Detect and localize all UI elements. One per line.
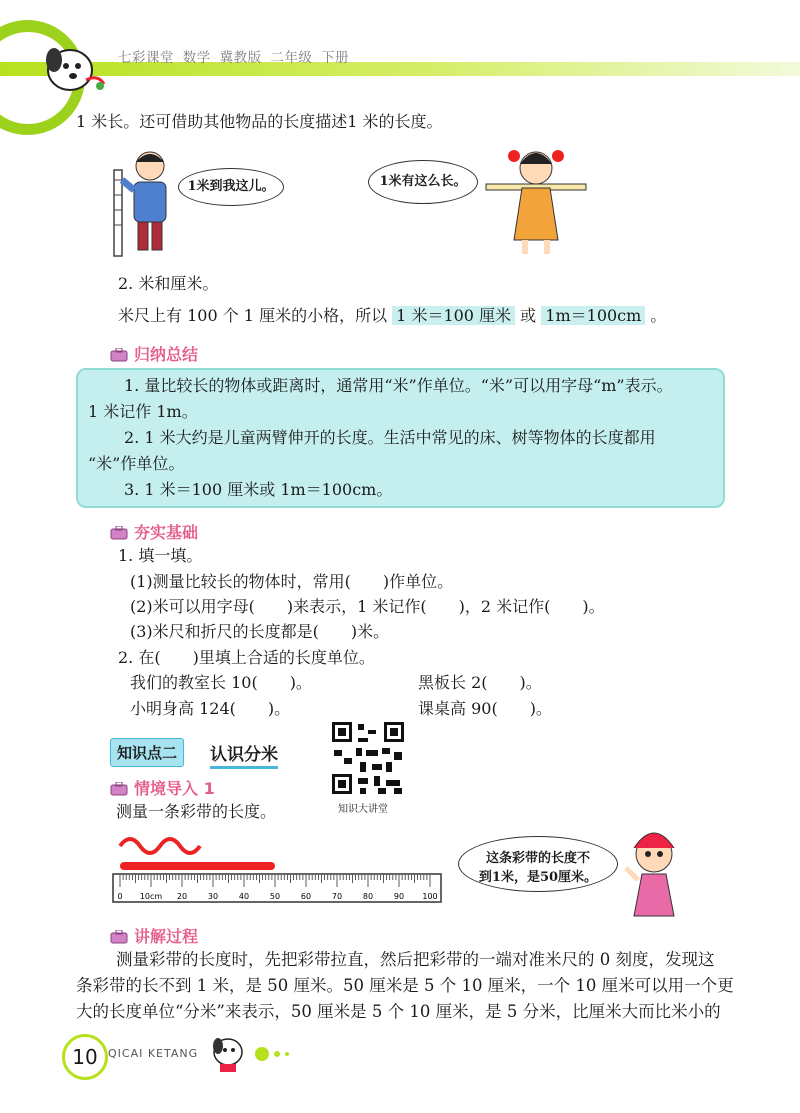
ruler-tick-label: 60 — [300, 892, 312, 901]
question-2: 2. 在( )里填上合适的长度单位。 — [118, 648, 375, 667]
footer-dot-1 — [255, 1047, 269, 1061]
ruler-tick-label: 10cm — [139, 892, 163, 901]
girl-speech-text: 1米有这么长。 — [379, 174, 467, 189]
question-2-item-4: 课桌高 90( )。 — [418, 699, 552, 718]
section2-or: 或 — [520, 306, 537, 325]
equation-highlight-2: 1m＝100cm — [541, 306, 645, 325]
explain-heading-text: 讲解过程 — [134, 927, 199, 946]
basics-heading — [110, 520, 198, 543]
explain-line-3: 大的长度单位“分米”来表示，50 厘米是 5 个 10 厘米，是 5 分米，比厘米大而比米小的 — [76, 1002, 721, 1021]
girl-speech-bubble — [368, 160, 478, 204]
section2-title: 2. 米和厘米。 — [118, 274, 219, 293]
intro-line: 1 米长。还可借助其他物品的长度描述1 米的长度。 — [76, 112, 443, 131]
bag-icon — [110, 348, 128, 362]
question-1-item-1: (1)测量比较长的物体时，常用( )作单位。 — [130, 572, 454, 591]
ruler-tick-label: 90 — [393, 892, 405, 901]
meter-ruler — [112, 832, 442, 906]
summary-line-3: 2. 1 米大约是儿童两臂伸开的长度。生活中常见的床、树等物体的长度都用 — [124, 428, 656, 447]
dog-mascot-footer-icon — [198, 1030, 258, 1074]
girl-speech-2-line-1: 这条彩带的长度不 — [485, 851, 590, 866]
qr-code-icon[interactable] — [330, 720, 406, 796]
summary-line-4: “米”作单位。 — [88, 454, 185, 473]
footer-dot-2 — [274, 1051, 280, 1057]
question-1: 1. 填一填。 — [118, 546, 203, 565]
dog-mascot-icon — [30, 34, 110, 102]
header-title: 七彩课堂 数学 冀教版 二年级 下册 — [118, 50, 350, 66]
ruler-tick-label: 20 — [176, 892, 188, 901]
bag-icon — [110, 526, 128, 540]
ribbon-curl — [120, 839, 200, 853]
summary-line-5: 3. 1 米＝100 厘米或 1m＝100cm。 — [124, 480, 393, 499]
explain-line-2: 条彩带的长不到 1 米，是 50 厘米。50 厘米是 5 个 10 厘米，一个 10 厘米可以用一个更 — [76, 976, 734, 995]
section2-prefix: 米尺上有 100 个 1 厘米的小格，所以 — [118, 306, 388, 325]
ruler-tick-label: 0 — [117, 892, 123, 901]
situation-heading — [110, 776, 215, 799]
section2-line — [118, 306, 666, 326]
footer-dot-3 — [285, 1052, 289, 1056]
explain-line-1: 测量彩带的长度时，先把彩带拉直，然后把彩带的一端对准米尺的 0 刻度，发现这 — [116, 950, 715, 969]
knowledge-chip: 知识点二 — [110, 738, 184, 767]
qr-caption: 知识大讲堂 — [338, 804, 388, 815]
girl-speech-2-line-2: 到1米，是50厘米。 — [478, 870, 598, 885]
question-1-item-3: (3)米尺和折尺的长度都是( )米。 — [130, 622, 390, 641]
situation-heading-text: 情境导入 1 — [134, 779, 215, 798]
ruler-tick-label: 70 — [331, 892, 343, 901]
ruler-tick-label: 50 — [269, 892, 281, 901]
page-number: 10 — [62, 1034, 108, 1080]
knowledge-title: 认识分米 — [210, 740, 278, 769]
equation-highlight-1: 1 米＝100 厘米 — [392, 306, 515, 325]
summary-line-1: 1. 量比较长的物体或距离时，通常用“米”作单位。“米”可以用字母“m”表示。 — [124, 376, 673, 395]
girl-character-illustration — [618, 824, 688, 920]
boy-speech-text: 1米到我这儿。 — [187, 179, 275, 194]
bag-icon — [110, 782, 128, 796]
girl-speech-bubble-2 — [458, 836, 618, 892]
ruler-tick-label: 100 — [422, 892, 438, 901]
summary-line-2: 1 米记作 1m。 — [88, 402, 198, 421]
summary-heading — [110, 342, 198, 365]
situation-text: 测量一条彩带的长度。 — [116, 802, 277, 821]
explain-heading — [110, 924, 198, 947]
girl-arms-outstretched-illustration — [484, 144, 588, 258]
question-2-item-3: 小明身高 124( )。 — [130, 699, 291, 718]
basics-heading-text: 夯实基础 — [134, 523, 199, 542]
boy-speech-bubble — [178, 168, 284, 206]
question-1-item-2: (2)米可以用字母( )来表示，1 米记作( )，2 米记作( )。 — [130, 597, 605, 616]
question-2-item-2: 黑板长 2( )。 — [418, 673, 542, 692]
boy-with-ruler-illustration — [108, 150, 188, 258]
ruler-tick-label: 80 — [362, 892, 374, 901]
ruler-tick-label: 40 — [238, 892, 250, 901]
question-2-item-1: 我们的教室长 10( )。 — [130, 673, 312, 692]
summary-heading-text: 归纳总结 — [134, 345, 199, 364]
ruler-tick-label: 30 — [207, 892, 219, 901]
ribbon — [120, 862, 275, 870]
section2-end: 。 — [650, 306, 667, 325]
footer-caption: QICAI KETANG — [108, 1047, 199, 1060]
bag-icon — [110, 930, 128, 944]
